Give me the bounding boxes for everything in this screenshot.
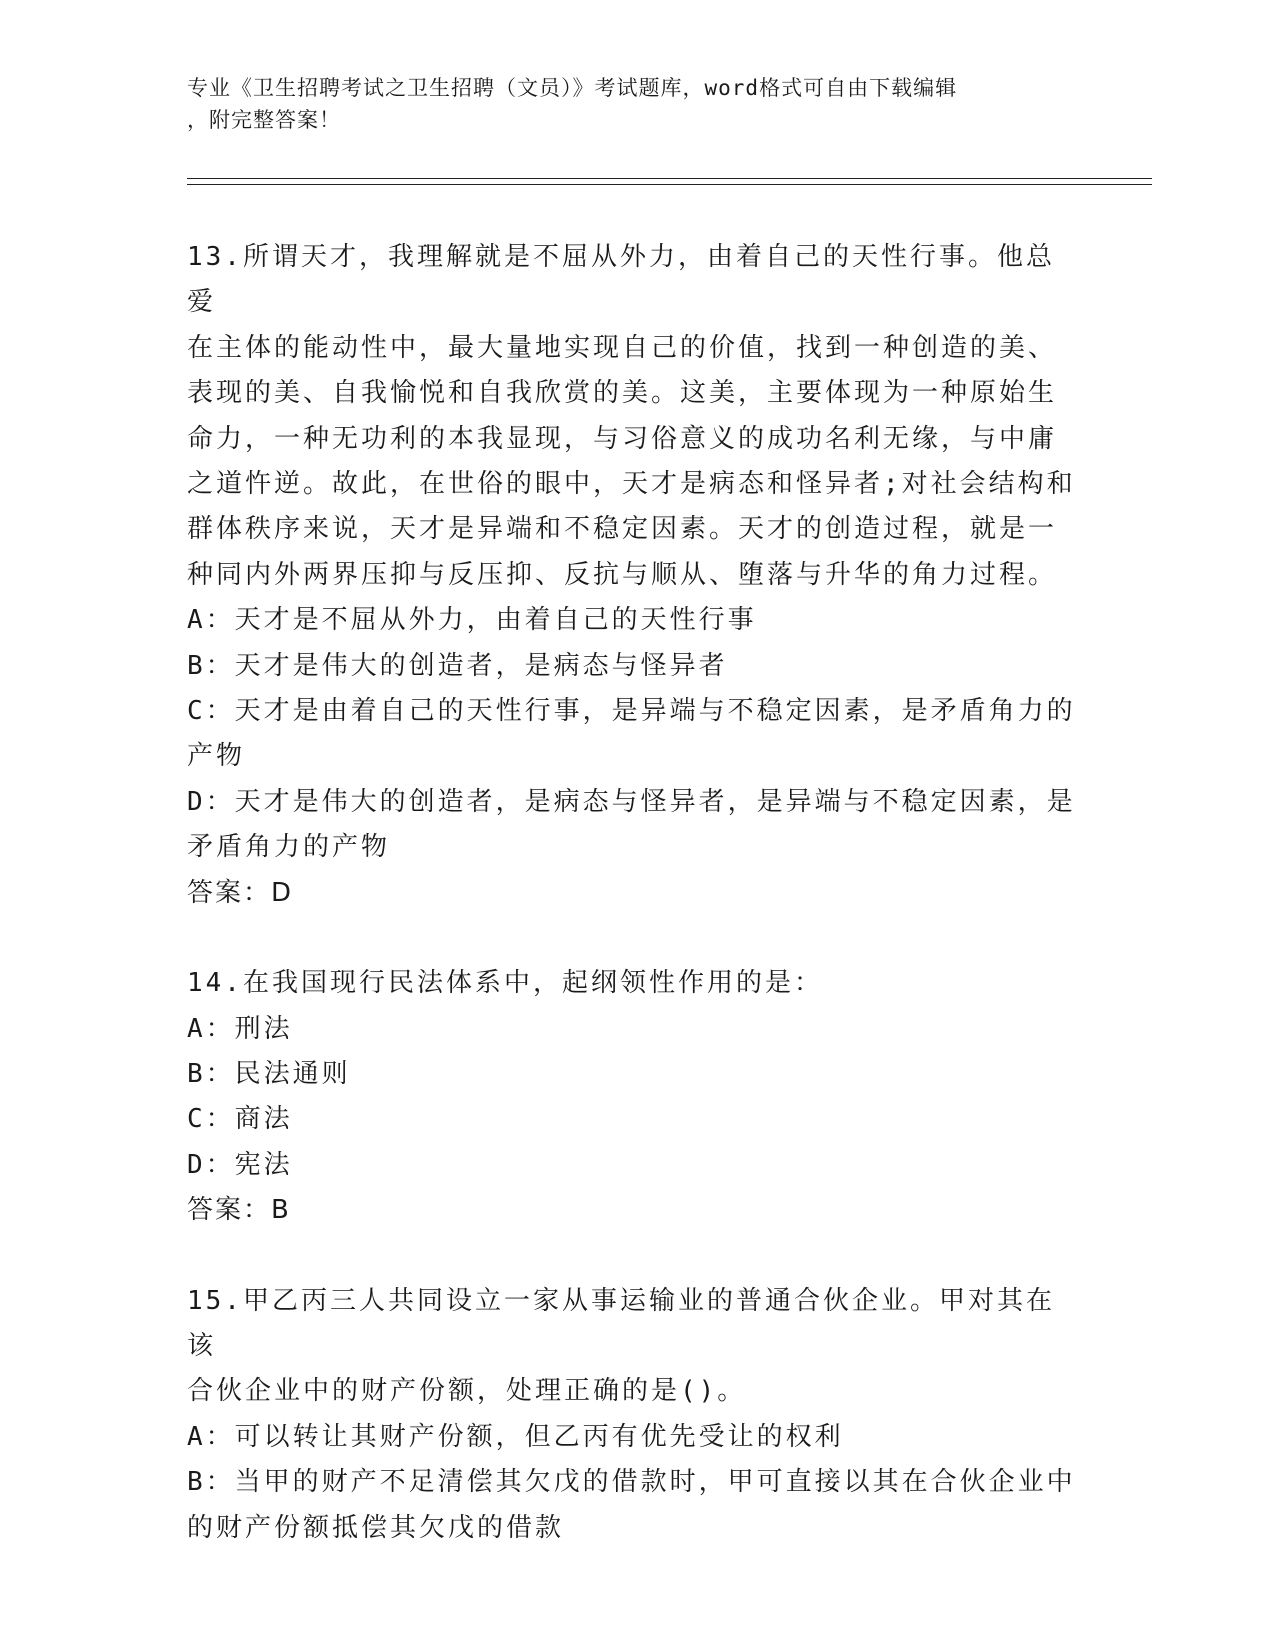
header-line-1: 专业《卫生招聘考试之卫生招聘（文员）》考试题库，word格式可自由下载编辑 bbox=[187, 76, 958, 100]
question-14 bbox=[187, 961, 1077, 1233]
option-c: C：商法 bbox=[187, 1104, 293, 1135]
header-line-2: ，附完整答案！ bbox=[187, 108, 341, 132]
option-a: A：天才是不屈从外力，由着自己的天性行事 bbox=[187, 605, 757, 636]
option-d-continued: 矛盾角力的产物 bbox=[187, 832, 391, 863]
answer-label: 答案：B bbox=[187, 1195, 291, 1226]
header-divider-bottom bbox=[187, 184, 1152, 185]
option-b: B：当甲的财产不足清偿其欠戊的借款时，甲可直接以其在合伙企业中 bbox=[187, 1467, 1076, 1498]
question-stem-line: 种同内外两界压抑与反压抑、反抗与顺从、堕落与升华的角力过程。 bbox=[187, 559, 1058, 590]
option-b-continued: 的财产份额抵偿其欠戊的借款 bbox=[187, 1512, 565, 1543]
question-stem-line: 在主体的能动性中，最大量地实现自己的价值，找到一种创造的美、 bbox=[187, 332, 1058, 363]
page-header bbox=[187, 72, 1067, 136]
question-stem-line: 14.在我国现行民法体系中，起纲领性作用的是： bbox=[187, 968, 823, 999]
header-divider-top bbox=[187, 178, 1152, 179]
question-stem-line: 命力，一种无功利的本我显现，与习俗意义的成功名利无缘，与中庸 bbox=[187, 423, 1058, 454]
option-b: B：天才是伟大的创造者，是病态与怪异者 bbox=[187, 650, 728, 681]
option-a: A：刑法 bbox=[187, 1013, 293, 1044]
option-d: D：天才是伟大的创造者，是病态与怪异者，是异端与不稳定因素，是 bbox=[187, 786, 1076, 817]
option-d: D：宪法 bbox=[187, 1149, 293, 1180]
option-c: C：天才是由着自己的天性行事，是异端与不稳定因素，是矛盾角力的 bbox=[187, 696, 1076, 727]
answer-label: 答案：D bbox=[187, 877, 294, 908]
question-stem-line: 13.所谓天才，我理解就是不屈从外力，由着自己的天性行事。他总爱 bbox=[187, 242, 1055, 318]
question-stem-line: 15.甲乙丙三人共同设立一家从事运输业的普通合伙企业。甲对其在该 bbox=[187, 1285, 1055, 1361]
question-list bbox=[187, 235, 1077, 1596]
question-stem-line: 群体秩序来说，天才是异端和不稳定因素。天才的创造过程，就是一 bbox=[187, 514, 1058, 545]
option-a: A：可以转让其财产份额，但乙丙有优先受让的权利 bbox=[187, 1421, 844, 1452]
question-13 bbox=[187, 235, 1077, 916]
question-stem-line: 合伙企业中的财产份额，处理正确的是()。 bbox=[187, 1376, 747, 1407]
option-b: B：民法通则 bbox=[187, 1058, 351, 1089]
question-stem-line: 之道忤逆。故此，在世俗的眼中，天才是病态和怪异者;对社会结构和 bbox=[187, 469, 1076, 500]
question-15 bbox=[187, 1279, 1077, 1551]
option-c-continued: 产物 bbox=[187, 741, 246, 772]
question-stem-line: 表现的美、自我愉悦和自我欣赏的美。这美，主要体现为一种原始生 bbox=[187, 378, 1058, 409]
